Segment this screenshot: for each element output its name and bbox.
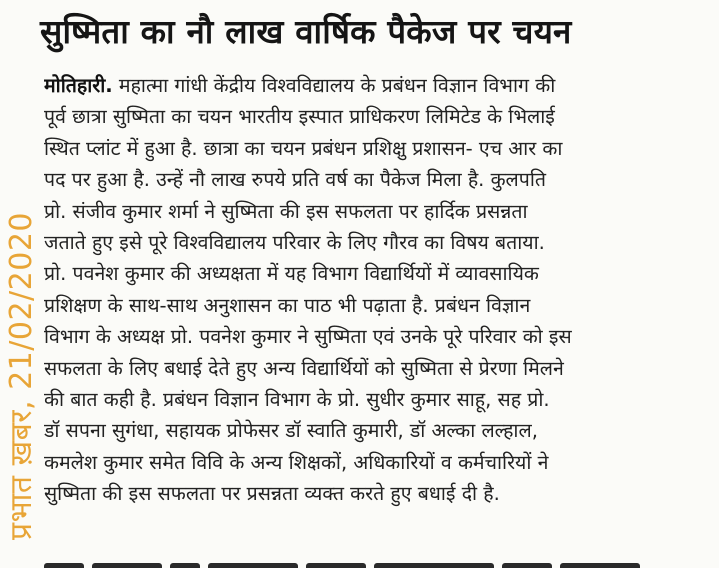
- article-line: [44, 70, 708, 101]
- article-line: प्रो. संजीव कुमार शर्मा ने सुष्मिता की इस सफलता पर हार्दिक प्रसन्नता: [44, 199, 528, 223]
- dateline: मोतिहारी.: [44, 74, 113, 97]
- article-body: [44, 70, 708, 509]
- article-line: की बात कही है. प्रबंधन विज्ञान विभाग के प्रो. सुधीर कुमार साहू, सह प्रो.: [44, 387, 550, 411]
- newspaper-date-label: प्रभात ख़बर, 21/02/2020: [4, 212, 39, 540]
- article-line: स्थित प्लांट में हुआ है. छात्रा का चयन प्रबंधन प्रशिक्षु प्रशासन- एच आर का: [44, 136, 563, 160]
- article-line: पद पर हुआ है. उन्हें नौ लाख रुपये प्रति वर्ष का पैकेज मिला है. कुलपति: [44, 168, 547, 192]
- article-line: पूर्व छात्रा सुष्मिता का चयन भारतीय इस्पात प्राधिकरण लिमिटेड के भिलाई: [44, 105, 555, 129]
- cropped-next-line: [44, 558, 708, 568]
- article-line: प्रो. पवनेश कुमार की अध्यक्षता में यह विभाग विद्यार्थियों में व्यावसायिक: [44, 262, 539, 286]
- article-line-text: महात्मा गांधी केंद्रीय विश्वविद्यालय के प्रबंधन विज्ञान विभाग की: [112, 74, 556, 97]
- article-line: विभाग के अध्यक्ष प्रो. पवनेश कुमार ने सुष्मिता एवं उनके पूरे परिवार को इस: [44, 325, 572, 349]
- article-line: कमलेश कुमार समेत विवि के अन्य शिक्षकों, अधिकारियों व कर्मचारियों ने: [44, 450, 549, 474]
- article-line: प्रशिक्षण के साथ-साथ अनुशासन का पाठ भी पढ़ाता है. प्रबंधन विज्ञान: [44, 293, 531, 317]
- article-line: जताते हुए इसे पूरे विश्वविद्यालय परिवार के लिए गौरव का विषय बताया.: [44, 230, 545, 254]
- article-line: सुष्मिता की इस सफलता पर प्रसन्नता व्यक्त करते हुए बधाई दी है.: [44, 482, 500, 506]
- headline: सुष्मिता का नौ लाख वार्षिक पैकेज पर चयन: [40, 12, 572, 51]
- article-line: डॉ सपना सुगंधा, सहायक प्रोफेसर डॉ स्वाति कुमारी, डॉ अल्का लल्हाल,: [44, 419, 538, 443]
- article-line: सफलता के लिए बधाई देते हुए अन्य विद्यार्थियों को सुष्मिता से प्रेरणा मिलने: [44, 356, 564, 380]
